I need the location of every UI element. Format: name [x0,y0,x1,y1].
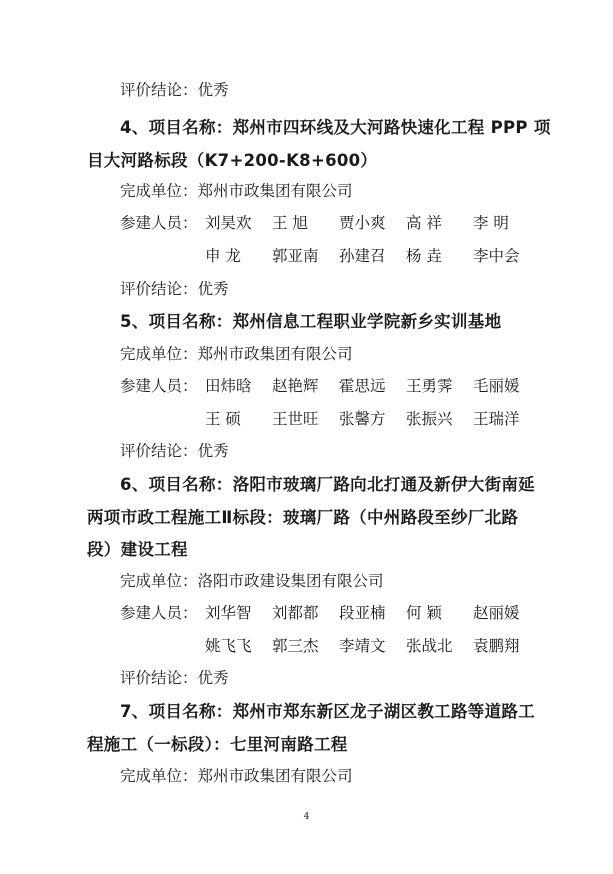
participant: 孙建召 [339,247,386,265]
participant: 王世旺 [272,410,319,428]
participant: 郭亚南 [272,247,319,265]
project-5-participants-row2 [205,409,540,429]
project-4-title-line1: 4、项目名称：郑州市四环线及大河路快速化工程 PPP 项 [120,118,551,137]
project-5-participants-row1 [205,376,540,396]
project-7-title-line1: 7、项目名称：郑州市郑东新区龙子湖区教工路等道路工 [120,702,535,721]
participant: 李靖文 [339,637,386,655]
eval-conclusion-prev: 评价结论：优秀 [120,81,229,99]
project-4-unit: 完成单位：郑州市政集团有限公司 [120,182,353,200]
page-number: 4 [303,812,310,822]
project-4-participants-label: 参建人员： [120,214,198,232]
participant: 张馨方 [339,410,386,428]
participant: 何 颖 [406,604,442,622]
participant: 杨 垚 [406,247,442,265]
participant: 李中会 [473,247,520,265]
participant: 赵丽媛 [473,604,520,622]
project-6-eval: 评价结论：优秀 [120,669,229,687]
project-5-eval: 评价结论：优秀 [120,442,229,460]
participant: 刘都都 [272,604,319,622]
participant: 李 明 [473,214,509,232]
participant: 毛丽媛 [473,377,520,395]
project-4-participants-row2 [205,246,540,266]
project-6-title-line3: 段）建设工程 [87,540,188,559]
project-6-participants-row1 [205,603,540,623]
participant: 赵艳辉 [272,377,319,395]
participant: 姚飞飞 [205,637,252,655]
participant: 刘华智 [205,604,252,622]
project-5-unit: 完成单位：郑州市政集团有限公司 [120,345,353,363]
project-6-title-line1: 6、项目名称：洛阳市玻璃厂路向北打通及新伊大街南延 [120,475,535,494]
participant: 申 龙 [205,247,241,265]
project-5-participants-label: 参建人员： [120,377,198,395]
project-5-title-line1: 5、项目名称：郑州信息工程职业学院新乡实训基地 [120,312,502,331]
participant: 段亚楠 [339,604,386,622]
participant: 王 旭 [272,214,308,232]
participant: 袁鹏翔 [473,637,520,655]
project-4-title-line2: 目大河路标段（K7+200-K8+600） [87,151,378,170]
participant: 郭三杰 [272,637,319,655]
participant: 张振兴 [406,410,453,428]
participant: 王 硕 [205,410,241,428]
participant: 王勇霁 [406,377,453,395]
project-6-unit: 完成单位：洛阳市政建设集团有限公司 [120,572,384,590]
project-6-participants-label: 参建人员： [120,604,198,622]
project-4-eval: 评价结论：优秀 [120,280,229,298]
participant: 田炜晗 [205,377,252,395]
project-7-unit: 完成单位：郑州市政集团有限公司 [120,767,353,785]
project-6-title-line2: 两项市政工程施工Ⅱ标段：玻璃厂路（中州路段至纱厂北路 [87,508,519,527]
participant: 刘昊欢 [205,214,252,232]
participant: 高 祥 [406,214,442,232]
participant: 张战北 [406,637,453,655]
participant: 贾小爽 [339,214,386,232]
project-6-participants-row2 [205,636,540,656]
participant: 霍思远 [339,377,386,395]
project-7-title-line2: 程施工（一标段）：七里河南路工程 [87,735,348,754]
project-4-participants-row1 [205,213,540,233]
participant: 王瑞洋 [473,410,520,428]
